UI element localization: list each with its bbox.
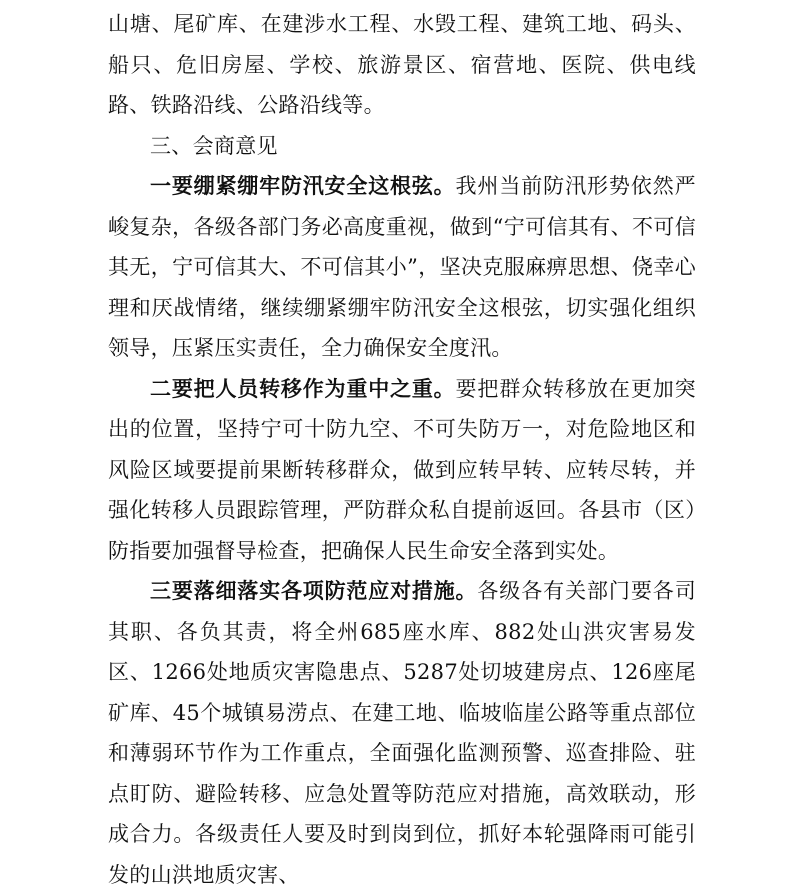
document-page (108, 4, 696, 895)
point-paragraph-1 (108, 166, 696, 369)
point-paragraph-3 (108, 571, 696, 895)
point-lead-2: 二要把人员转移作为重中之重。 (150, 376, 456, 401)
point-body-2: 要把群众转移放在更加突出的位置，坚持宁可十防九空、不可失防万一，对危险地区和风险区域要提前果断转移群众，做到应转早转、应转尽转，并强化转移人员跟踪管理，严防群众私自提前返回。各县市（区）防指要加强督导检查，把确保人民生命安全落到实处。 (108, 376, 696, 563)
point-body-3: 各级各有关部门要各司其职、各负其责，将全州685座水库、882处山洪灾害易发区、1266处地质灾害隐患点、5287处切坡建房点、126座尾矿库、45个城镇易涝点、在建工地、临坡临崖公路等重点部位和薄弱环节作为工作重点，全面强化监测预警、巡查排险、驻点盯防、避险转移、应急处置等防范应对措施，高效联动，形成合力。各级责任人要及时到岗到位，抓好本轮强降雨可能引发的山洪地质灾害、 (108, 579, 696, 887)
point-lead-3: 三要落细落实各项防范应对措施。 (150, 579, 478, 603)
point-lead-1: 一要绷紧绷牢防汛安全这根弦。 (150, 174, 456, 198)
point-body-1: 我州当前防汛形势依然严峻复杂，各级各部门务必高度重视，做到“宁可信其有、不可信其无，宁可信其大、不可信其小”，坚决克服麻痹思想、侥幸心理和厌战情绪，继续绷紧绷牢防汛安全这根弦，切实强化组织领导，压紧压实责任，全力确保安全度汛。 (108, 174, 696, 360)
section-heading: 三、会商意见 (150, 133, 278, 158)
continued-paragraph: 山塘、尾矿库、在建涉水工程、水毁工程、建筑工地、码头、船只、危旧房屋、学校、旅游景区、宿营地、医院、供电线路、铁路沿线、公路沿线等。 (108, 12, 696, 117)
point-paragraph-2 (108, 369, 696, 572)
